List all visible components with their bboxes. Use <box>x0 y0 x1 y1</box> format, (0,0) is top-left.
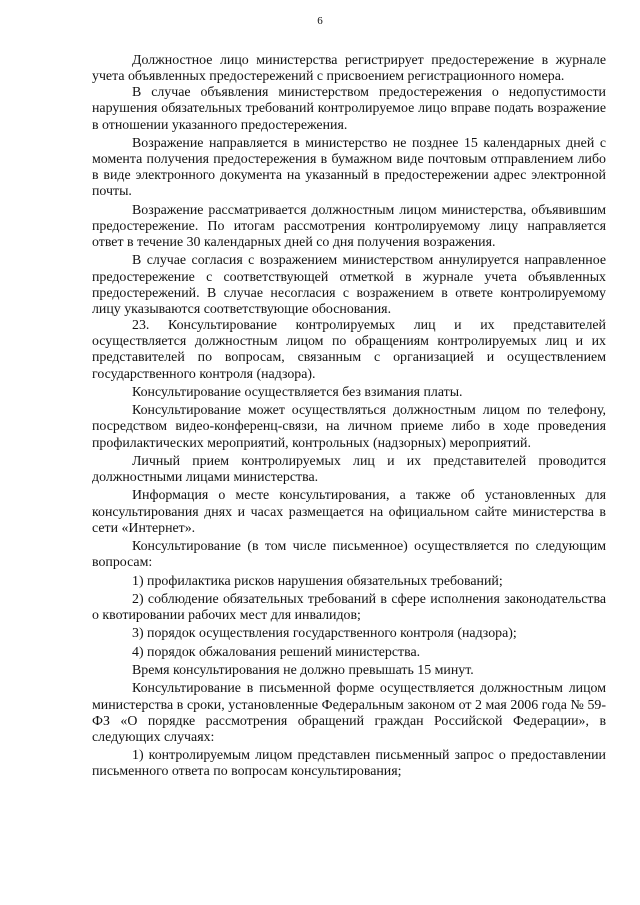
list-item: 2) соблюдение обязательных требований в сфере исполнения законодательства о квотировании рабочих мест для инвалидов; <box>92 591 606 624</box>
list-item: 1) профилактика рисков нарушения обязательных требований; <box>132 573 503 589</box>
paragraph: Консультирование может осуществляться должностным лицом по телефону, посредством видео-конференц-связи, на личном приеме либо в ходе проведения профилактических мероприятий, контрольных (надзорных) мероприятий. <box>92 403 606 451</box>
page-number: 6 <box>317 15 323 27</box>
paragraph: В случае согласия с возражением министерством аннулируется направленное предостережение с соответствующей отметкой в журнале учета объявленных предостережений. В случае несогласия с возражением в ответе контролируемому лицу указываются соответствующие обоснования. <box>92 253 606 317</box>
paragraph: Информация о месте консультирования, а также об установленных для консультирования днях и часах размещается на официальном сайте министерства в сети «Интернет». <box>92 488 606 536</box>
list-item: 3) порядок осуществления государственного контроля (надзора); <box>132 626 517 642</box>
paragraph: Должностное лицо министерства регистрирует предостережение в журнале учета объявленных предостережений с присвоением регистрационного номера. <box>92 53 606 85</box>
list-item: 4) порядок обжалования решений министерства. <box>132 644 421 660</box>
paragraph: Время консультирования не должно превышать 15 минут. <box>132 663 474 679</box>
paragraph: Консультирование (в том числе письменное) осуществляется по следующим вопросам: <box>92 539 606 571</box>
paragraph: 23. Консультирование контролируемых лиц и их представителей осуществляется должностным лицом по обращениям контролируемых лиц и их представителей по вопросам, связанным с организацией и осуществлением государственного контроля (надзора). <box>92 318 606 382</box>
paragraph: Возражение рассматривается должностным лицом министерства, объявившим предостережение. По итогам рассмотрения контролируемому лицу направляется ответ в течение 30 календарных дней со дня получения возражения. <box>92 202 606 251</box>
list-item: 1) контролируемым лицом представлен письменный запрос о предоставлении письменного ответа по вопросам консультирования; <box>92 748 606 780</box>
paragraph: Консультирование осуществляется без взимания платы. <box>132 384 463 400</box>
paragraph: Личный прием контролируемых лиц и их представителей проводится должностными лицами министерства. <box>92 453 606 486</box>
document-body <box>92 53 606 781</box>
paragraph: Консультирование в письменной форме осуществляется должностным лицом министерства в сроки, установленные Федеральным законом от 2 мая 2006 года № 59-ФЗ «О порядке рассмотрения обращений граждан Российской Федерации», в следующих случаях: <box>92 681 606 745</box>
paragraph: Возражение направляется в министерство не позднее 15 календарных дней с момента получения предостережения в бумажном виде почтовым отправлением либо в виде электронного документа на указанный в предостережении адрес электронной почты. <box>92 135 606 200</box>
paragraph: В случае объявления министерством предостережения о недопустимости нарушения обязательных требований контролируемое лицо вправе подать возражение в отношении указанного предостережения. <box>92 85 606 133</box>
